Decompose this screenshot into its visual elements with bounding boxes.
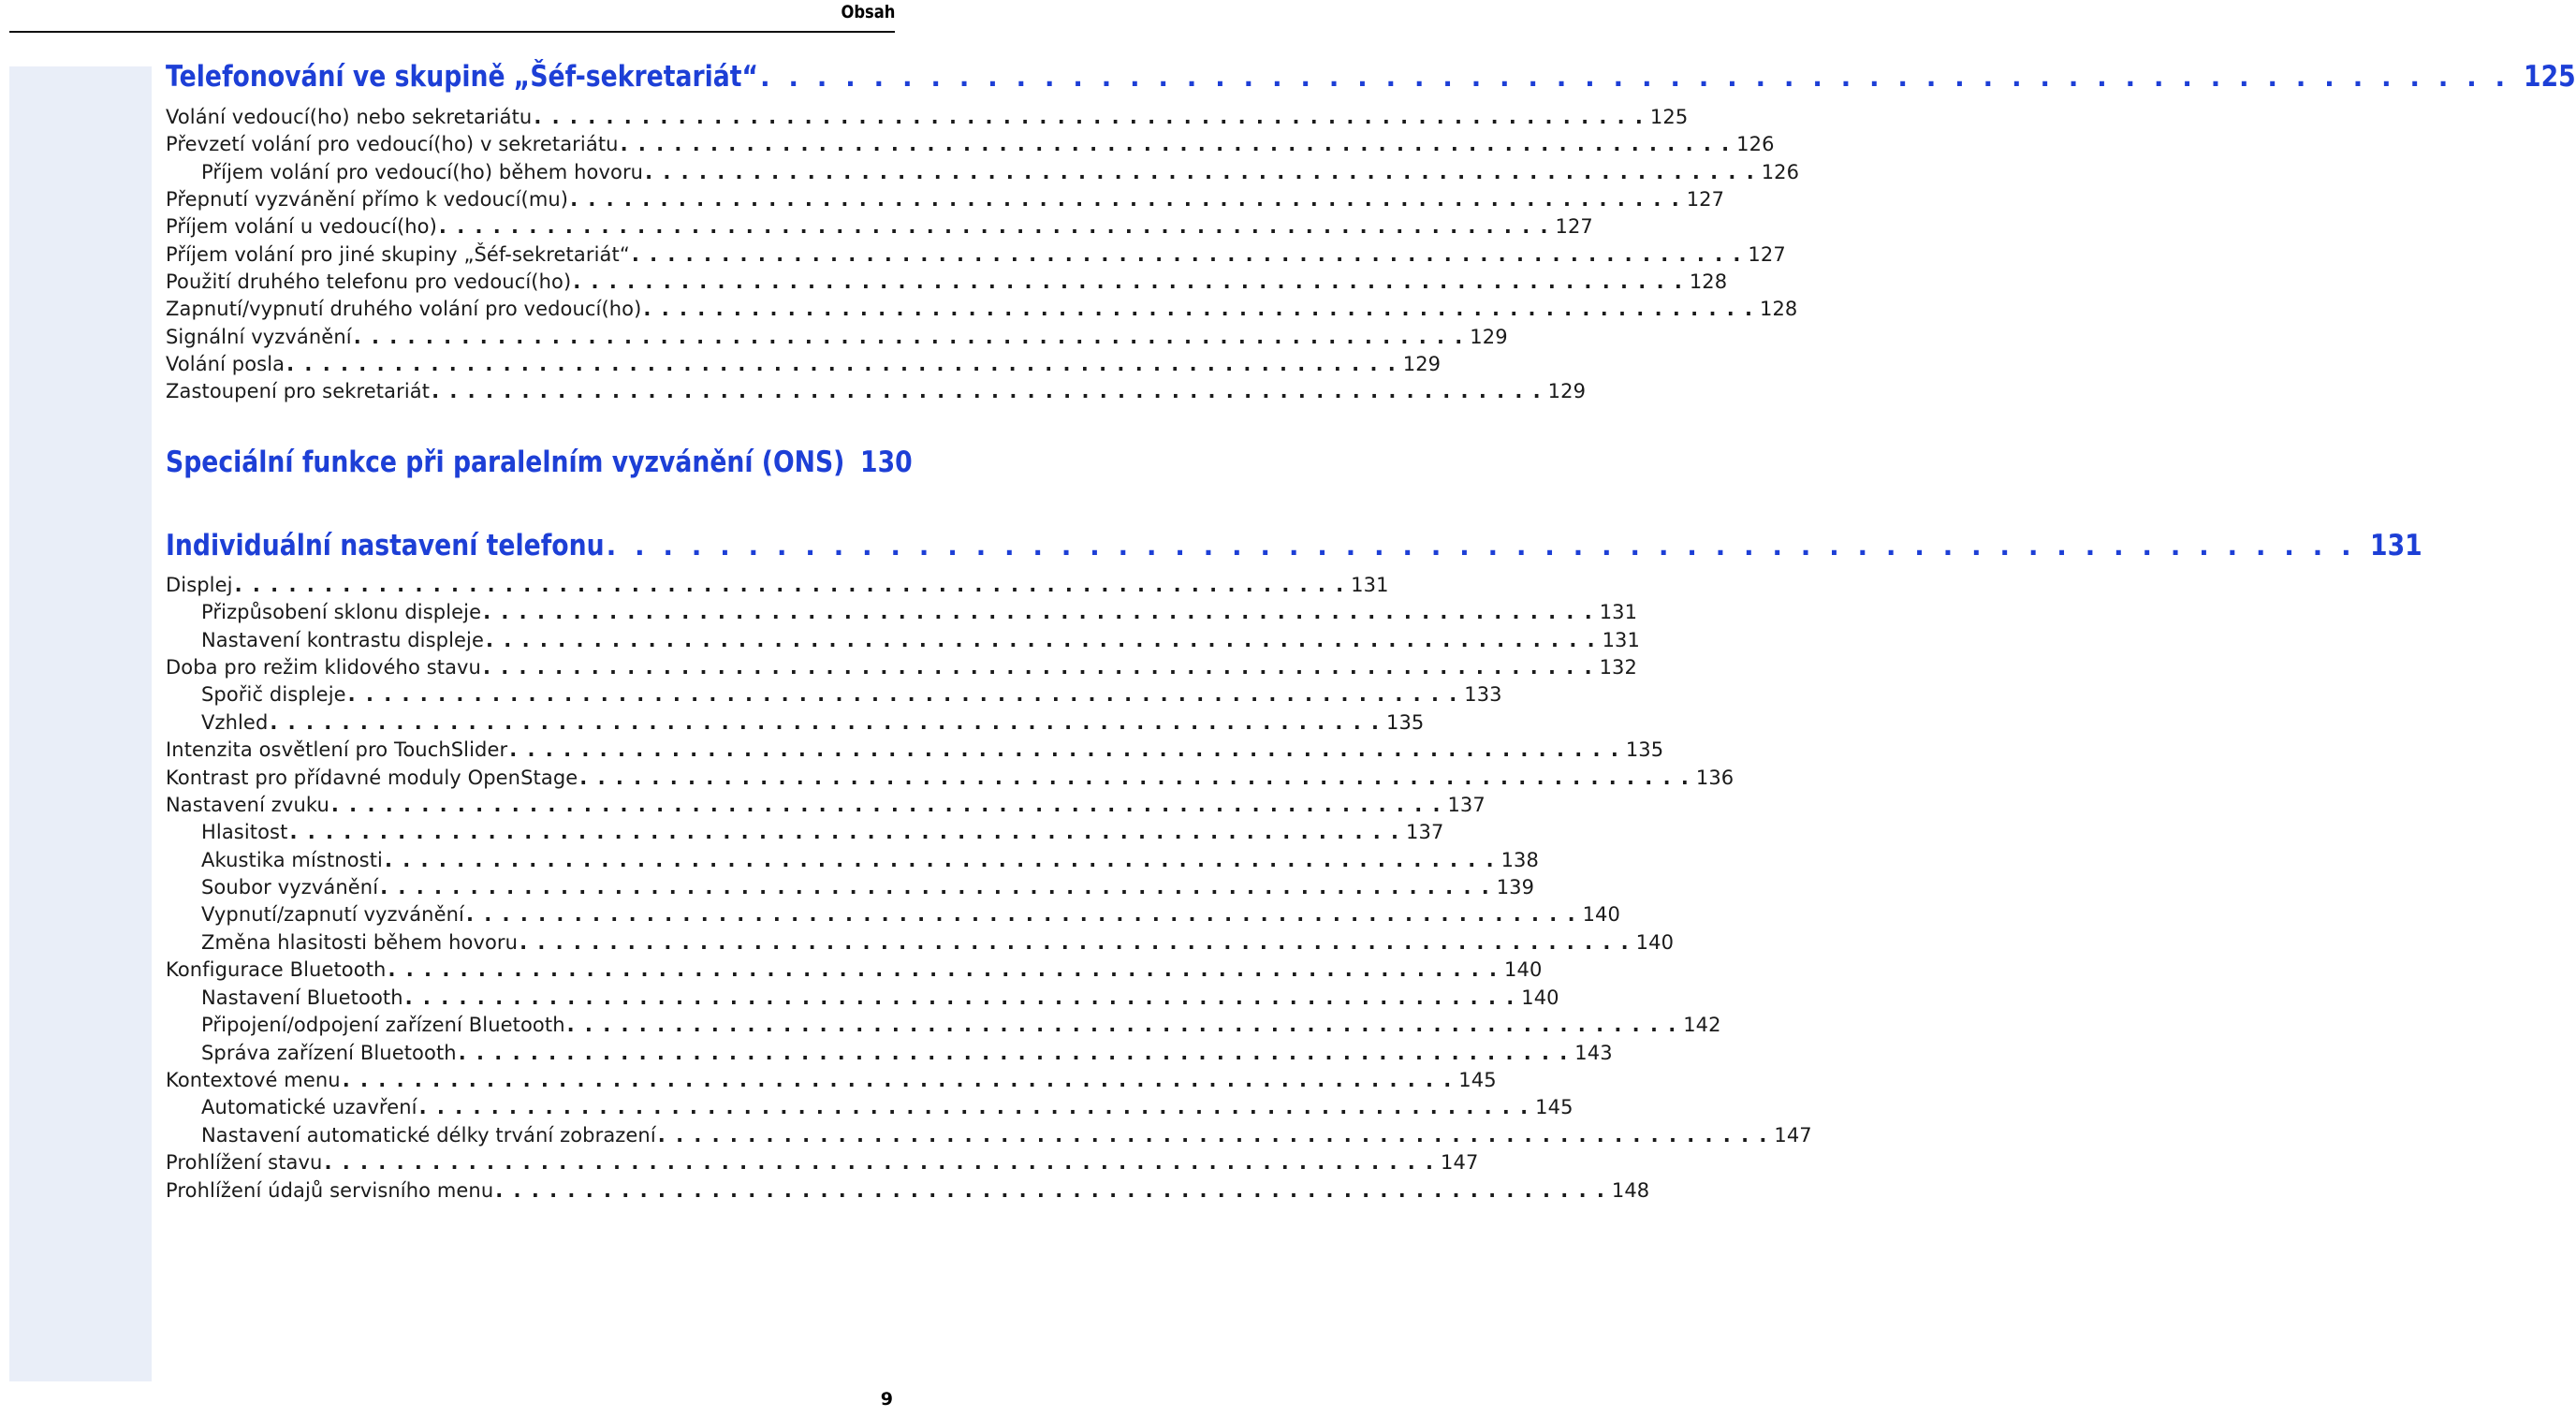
toc-entry[interactable] <box>201 1122 1812 1148</box>
toc-entry-title: Volání posla <box>166 353 285 375</box>
toc-entry[interactable] <box>201 874 1535 900</box>
dot-leader: . . . . . . . . . . . . . . . . . . . . . . . . . . . . . . . . . . . . . . . . . . . . . . . . . . . . . . . . . . . . . . <box>620 133 1732 155</box>
toc-entry-title: Připojení/odpojení zařízení Bluetooth <box>201 1014 565 1036</box>
toc-entry[interactable] <box>201 819 1444 845</box>
toc-entry-page-number: 137 <box>1406 821 1444 843</box>
toc-entry[interactable] <box>166 324 1508 350</box>
toc-entry-page-number: 147 <box>1774 1124 1812 1147</box>
dot-leader: . . . . . . . . . . . . . . . . . . . . . . . . . . . . . . . . . . . . . . . . . . . . . . . . . . . . . . . . . . . . . . <box>330 794 1442 816</box>
toc-entry[interactable] <box>201 599 1638 625</box>
dot-leader: . . . . . . . . . . . . . . . . . . . . . . . . . . . . . . . . . . . . . . . . . . . . . . . . . . . . . . . . . . . . . . <box>495 1179 1606 1202</box>
dot-leader: . . . . . . . . . . . . . . . . . . . . . . . . . . . . . . . . . . . . . . . . . . . . . . . . . . . . . . . . . . . . . . <box>353 326 1465 348</box>
toc-entry-page-number: 140 <box>1521 986 1559 1009</box>
dot-leader: . . . . . . . . . . . . . . . . . . . . . . . . . . . . . . . . . . . . . . . . . . . . . . . . . . . . . . . . . . . . . . <box>324 1151 1436 1174</box>
toc-entry-page-number: 131 <box>1351 574 1389 596</box>
toc-entry-page-number: 126 <box>1761 161 1800 183</box>
toc-entry-page-number: 130 <box>860 446 914 479</box>
toc-entry-page-number: 140 <box>1635 931 1675 954</box>
toc-entry[interactable] <box>166 572 1389 598</box>
toc-entry-page-number: 131 <box>1599 601 1638 623</box>
dot-leader: . . . . . . . . . . . . . . . . . . . . . . . . . . . . . . . . . . . . . . . . . . . . . . . . . . . . . . . . . . . . . . <box>465 903 1577 926</box>
toc-entry-page-number: 129 <box>1402 353 1442 375</box>
toc-entry-page-number: 127 <box>1686 188 1725 211</box>
toc-entry-title: Doba pro režim klidového stavu <box>166 656 481 679</box>
toc-entry[interactable] <box>166 131 1775 157</box>
toc-entry-page-number: 125 <box>1649 106 1689 128</box>
toc-entry[interactable] <box>166 1067 1497 1093</box>
toc-entry[interactable] <box>201 1094 1573 1120</box>
toc-entry-title: Příjem volání pro vedoucí(ho) během hovoru <box>201 161 644 183</box>
toc-entry-page-number: 128 <box>1760 298 1798 320</box>
toc-entry[interactable] <box>166 957 1543 983</box>
toc-entry-title: Speciální funkce při paralelním vyzvánění (ONS) <box>166 446 845 479</box>
toc-entry-title: Příjem volání u vedoucí(ho) <box>166 215 437 238</box>
toc-entry-title: Soubor vyzvánění <box>201 876 379 898</box>
toc-entry-page-number: 140 <box>1504 958 1543 981</box>
toc-entry-page-number: 143 <box>1574 1042 1613 1064</box>
toc-entry-title: Použití druhého telefonu pro vedoucí(ho) <box>166 270 572 293</box>
left-margin-band <box>9 66 152 1381</box>
toc-entry[interactable] <box>201 901 1620 928</box>
toc-entry-page-number: 148 <box>1611 1179 1650 1202</box>
toc-entry[interactable] <box>166 792 1486 818</box>
dot-leader: . . . . . . . . . . . . . . . . . . . . . . . . . . . . . . . . . . . . . . . . . . . . . . . . . . . . . . . . . . . . . . <box>404 986 1516 1009</box>
toc-entry[interactable] <box>166 351 1442 377</box>
toc-entry-page-number: 135 <box>1385 711 1425 734</box>
toc-entry-title: Nastavení zvuku <box>166 794 329 816</box>
toc-entry[interactable] <box>166 104 1689 130</box>
dot-leader: . . . . . . . . . . . . . . . . . . . . . . . . . . . . . . . . . . . . . . . . . . . . . . . . . . . . . . . . . . . . . . <box>270 711 1381 734</box>
dot-leader: . . . . . . . . . . . . . . . . . . . . . . . . . . . . . . . . . . . . . . . . . . . . . . . . . . . . . . . . . . . . . . <box>388 958 1500 981</box>
toc-entry-page-number: 142 <box>1683 1014 1721 1036</box>
dot-leader: . . . . . . . . . . . . . . . . . . . . . . . . . . . . . . . . . . . . . . . . . . . . . . . . . . . . . . . . . . . . . . <box>570 188 1681 211</box>
dot-leader: . . . . . . . . . . . . . . . . . . . . . . . . . . . . . . . . . . . . . . . . . . . . . . . . . . . . . . . . . . . . . . <box>380 876 1491 898</box>
toc-entry-page-number: 138 <box>1500 849 1539 871</box>
toc-entry-page-number: 131 <box>2369 529 2422 562</box>
toc-entry-page-number: 126 <box>1736 133 1775 155</box>
dot-leader: . . . . . . . . . . . . . . . . . . . . . . . . . . . . . . . . . . . . . . . . . . . . . . . . . . . . . . . . . . . . . . <box>566 1014 1678 1036</box>
toc-entry[interactable] <box>166 654 1637 680</box>
toc-entry-title: Vypnutí/zapnutí vyzvánění <box>201 903 464 926</box>
dot-leader: . . . . . . . . . . . . . . . . . . . . . . . . . . . . . . . . . . . . . . . . . . . . . . . . . . . . . . . . . . . . . . <box>509 738 1620 761</box>
toc-entry-title: Intenzita osvětlení pro TouchSlider <box>166 738 508 761</box>
dot-leader: . . . . . . . . . . . . . . . . . . . . . . . . . . . . . . . . . . . . . . . . . . . . . . . . . . . . . . . . . . . . . . <box>458 1042 1570 1064</box>
toc-entry-title: Nastavení Bluetooth <box>201 986 403 1009</box>
dot-leader: . . . . . . . . . . . . . . . . . . . . . . . . . . . . . . . . . . . . . . . . . . . . . . . . . . . . . . . . . . . . . . <box>289 821 1401 843</box>
toc-entry[interactable] <box>201 985 1559 1011</box>
toc-entry-title: Volání vedoucí(ho) nebo sekretariátu <box>166 106 533 128</box>
toc-entry[interactable] <box>166 1149 1479 1176</box>
dot-leader: . . . . . . . . . . . . . . . . . . . . . . . . . . . . . . . . . . . . . . . . . . . . . . . . . . . . . . . . . . . . . . <box>482 656 1594 679</box>
dot-leader: . . . . . . . . . . . . . . . . . . . . . . . . . . . . . . . . . . . . . . . . . . . . . . . . . . . . . . . . . . . . . . <box>384 849 1496 871</box>
toc-entry-title: Spořič displeje <box>201 683 346 706</box>
toc-entry-page-number: 131 <box>1602 629 1640 651</box>
header-rule <box>9 31 895 33</box>
toc-entry-page-number: 127 <box>1555 215 1593 238</box>
toc-entry[interactable] <box>166 378 1587 404</box>
dot-leader: . . . . . . . . . . . . . . . . . . . . . . . . . . . . . . . . . . . . . . . . . . . . . . . . . . . . . . . . . . . . . . <box>520 931 1631 954</box>
toc-entry-title: Zapnutí/vypnutí druhého volání pro vedoucí(ho) <box>166 298 642 320</box>
toc-entry-page-number: 133 <box>1464 683 1502 706</box>
toc-entry-title: Přizpůsobení sklonu displeje <box>201 601 482 623</box>
toc-entry-title: Vzhled <box>201 711 269 734</box>
dot-leader: . . . . . . . . . . . . . . . . . . . . . . . . . . . . . . . . . . . . . . . . . . . . . . . . . . . . . . . . . . . . . . <box>606 531 2356 562</box>
toc-entry[interactable] <box>166 737 1664 763</box>
toc-entry-page-number: 129 <box>1470 326 1508 348</box>
dot-leader: . . . . . . . . . . . . . . . . . . . . . . . . . . . . . . . . . . . . . . . . . . . . . . . . . . . . . . . . . . . . . . <box>645 161 1756 183</box>
toc-entry[interactable] <box>166 241 1786 268</box>
dot-leader: . . . . . . . . . . . . . . . . . . . . . . . . . . . . . . . . . . . . . . . . . . . . . . . . . . . . . . . . . . . . . . <box>573 270 1684 293</box>
dot-leader: . . . . . . . . . . . . . . . . . . . . . . . . . . . . . . . . . . . . . . . . . . . . . . . . . . . . . . . . . . . . . . <box>347 683 1459 706</box>
toc-entry[interactable] <box>166 1177 1650 1204</box>
toc-entry-title: Nastavení automatické délky trvání zobrazení <box>201 1124 656 1147</box>
toc-entry[interactable] <box>201 929 1675 956</box>
dot-leader: . . . . . . . . . . . . . . . . . . . . . . . . . . . . . . . . . . . . . . . . . . . . . . . . . . . . . . . . . . . . . . <box>643 298 1755 320</box>
toc-entry-title: Displej <box>166 574 233 596</box>
toc-section-heading[interactable] <box>166 58 2576 96</box>
toc-entry-page-number: 147 <box>1441 1151 1479 1174</box>
toc-entry-title: Prohlížení údajů servisního menu <box>166 1179 494 1202</box>
toc-entry-title: Individuální nastavení telefonu <box>166 529 605 562</box>
toc-entry[interactable] <box>166 296 1798 322</box>
toc-entry-title: Kontrast pro přídavné moduly OpenStage <box>166 767 578 789</box>
toc-entry-title: Telefonování ve skupině „Šéf-sekretariát“ <box>166 60 759 94</box>
toc-section-heading[interactable] <box>166 527 2422 565</box>
toc-entry-page-number: 135 <box>1625 738 1664 761</box>
toc-entry-page-number: 145 <box>1535 1096 1573 1118</box>
toc-entry[interactable] <box>201 1040 1613 1066</box>
dot-leader: . . . . . . . . . . . . . . . . . . . . . . . . . . . . . . . . . . . . . . . . . . . . . . . . . . . . . . . . . . . . . . <box>234 574 1346 596</box>
dot-leader: . . . . . . . . . . . . . . . . . . . . . . . . . . . . . . . . . . . . . . . . . . . . . . . . . . . . . . . . . . . . . . <box>657 1124 1769 1147</box>
toc-entry-title: Kontextové menu <box>166 1069 341 1091</box>
toc-entry[interactable] <box>201 1012 1721 1038</box>
toc-entry[interactable] <box>201 847 1539 873</box>
dot-leader: . . . . . . . . . . . . . . . . . . . . . . . . . . . . . . . . . . . . . . . . . . . . . . . . . . . . . . . . . . . . . . <box>342 1069 1454 1091</box>
toc-entry-title: Signální vyzvánění <box>166 326 352 348</box>
toc-entry-title: Automatické uzavření <box>201 1096 417 1118</box>
dot-leader: . . . . . . . . . . . . . . . . . . . . . . . . . . . . . . . . . . . . . . . . . . . . . . . . . . . . . . . . . . . . . . <box>534 106 1645 128</box>
toc-entry-title: Konfigurace Bluetooth <box>166 958 387 981</box>
toc-entry-title: Nastavení kontrastu displeje <box>201 629 484 651</box>
dot-leader: . . . . . . . . . . . . . . . . . . . . . . . . . . . . . . . . . . . . . . . . . . . . . . . . . . . . . . . . . . . . . . <box>432 380 1543 402</box>
dot-leader: . . . . . . . . . . . . . . . . . . . . . . . . . . . . . . . . . . . . . . . . . . . . . . . . . . . . . . . . . . . . . . <box>438 215 1550 238</box>
toc-entry-page-number: 128 <box>1689 270 1728 293</box>
toc-entry[interactable] <box>201 159 1800 185</box>
toc-section-heading[interactable] <box>166 444 914 482</box>
toc-entry[interactable] <box>201 709 1425 736</box>
toc-entry-page-number: 139 <box>1496 876 1535 898</box>
dot-leader: . . . . . . . . . . . . . . . . . . . . . . . . . . . . . . . . . . . . . . . . . . . . . . . . . . . . . . . . . . . . . . <box>286 353 1398 375</box>
toc-entry-page-number: 140 <box>1582 903 1620 926</box>
page-number: 9 <box>880 1389 893 1410</box>
toc-entry-page-number: 137 <box>1447 794 1486 816</box>
toc-entry-page-number: 136 <box>1695 767 1734 789</box>
toc-entry-page-number: 132 <box>1599 656 1637 679</box>
toc-entry[interactable] <box>201 681 1502 708</box>
toc-entry[interactable] <box>166 213 1593 240</box>
toc-entry[interactable] <box>166 269 1728 295</box>
header-section-label: Obsah <box>841 2 895 22</box>
toc-entry[interactable] <box>166 186 1725 212</box>
dot-leader: . . . . . . . . . . . . . . . . . . . . . . . . . . . . . . . . . . . . . . . . . . . . . . . . . . . . . . . . . . . . . . <box>631 243 1743 266</box>
toc-entry-page-number: 129 <box>1547 380 1587 402</box>
toc-entry-title: Změna hlasitosti během hovoru <box>201 931 519 954</box>
toc-entry-page-number: 145 <box>1458 1069 1497 1091</box>
dot-leader: . . . . . . . . . . . . . . . . . . . . . . . . . . . . . . . . . . . . . . . . . . . . . . . . . . . . . . . . . . . . . . <box>418 1096 1530 1118</box>
dot-leader: . . . . . . . . . . . . . . . . . . . . . . . . . . . . . . . . . . . . . . . . . . . . . . . . . . . . . . . . . . . . . . <box>486 629 1597 651</box>
dot-leader: . . . . . . . . . . . . . . . . . . . . . . . . . . . . . . . . . . . . . . . . . . . . . . . . . . . . . . . . . . . . . . <box>760 62 2510 93</box>
toc-entry-title: Přepnutí vyzvánění přímo k vedoucí(mu) <box>166 188 569 211</box>
dot-leader: . . . . . . . . . . . . . . . . . . . . . . . . . . . . . . . . . . . . . . . . . . . . . . . . . . . . . . . . . . . . . . <box>579 767 1690 789</box>
toc-entry-title: Příjem volání pro jiné skupiny „Šéf-sekretariát“ <box>166 243 630 266</box>
toc-entry-title: Převzetí volání pro vedoucí(ho) v sekretariátu <box>166 133 619 155</box>
toc-entry-title: Správa zařízení Bluetooth <box>201 1042 457 1064</box>
toc-entry-title: Zastoupení pro sekretariát <box>166 380 431 402</box>
dot-leader: . . . . . . . . . . . . . . . . . . . . . . . . . . . . . . . . . . . . . . . . . . . . . . . . . . . . . . . . . . . . . . <box>483 601 1594 623</box>
toc-entry-page-number: 125 <box>2524 60 2576 94</box>
toc-entry[interactable] <box>166 765 1734 791</box>
toc-entry-title: Prohlížení stavu <box>166 1151 323 1174</box>
toc-entry-title: Hlasitost <box>201 821 288 843</box>
toc-entry-title: Akustika místnosti <box>201 849 383 871</box>
toc-entry[interactable] <box>201 627 1640 653</box>
toc-entry-page-number: 127 <box>1748 243 1786 266</box>
